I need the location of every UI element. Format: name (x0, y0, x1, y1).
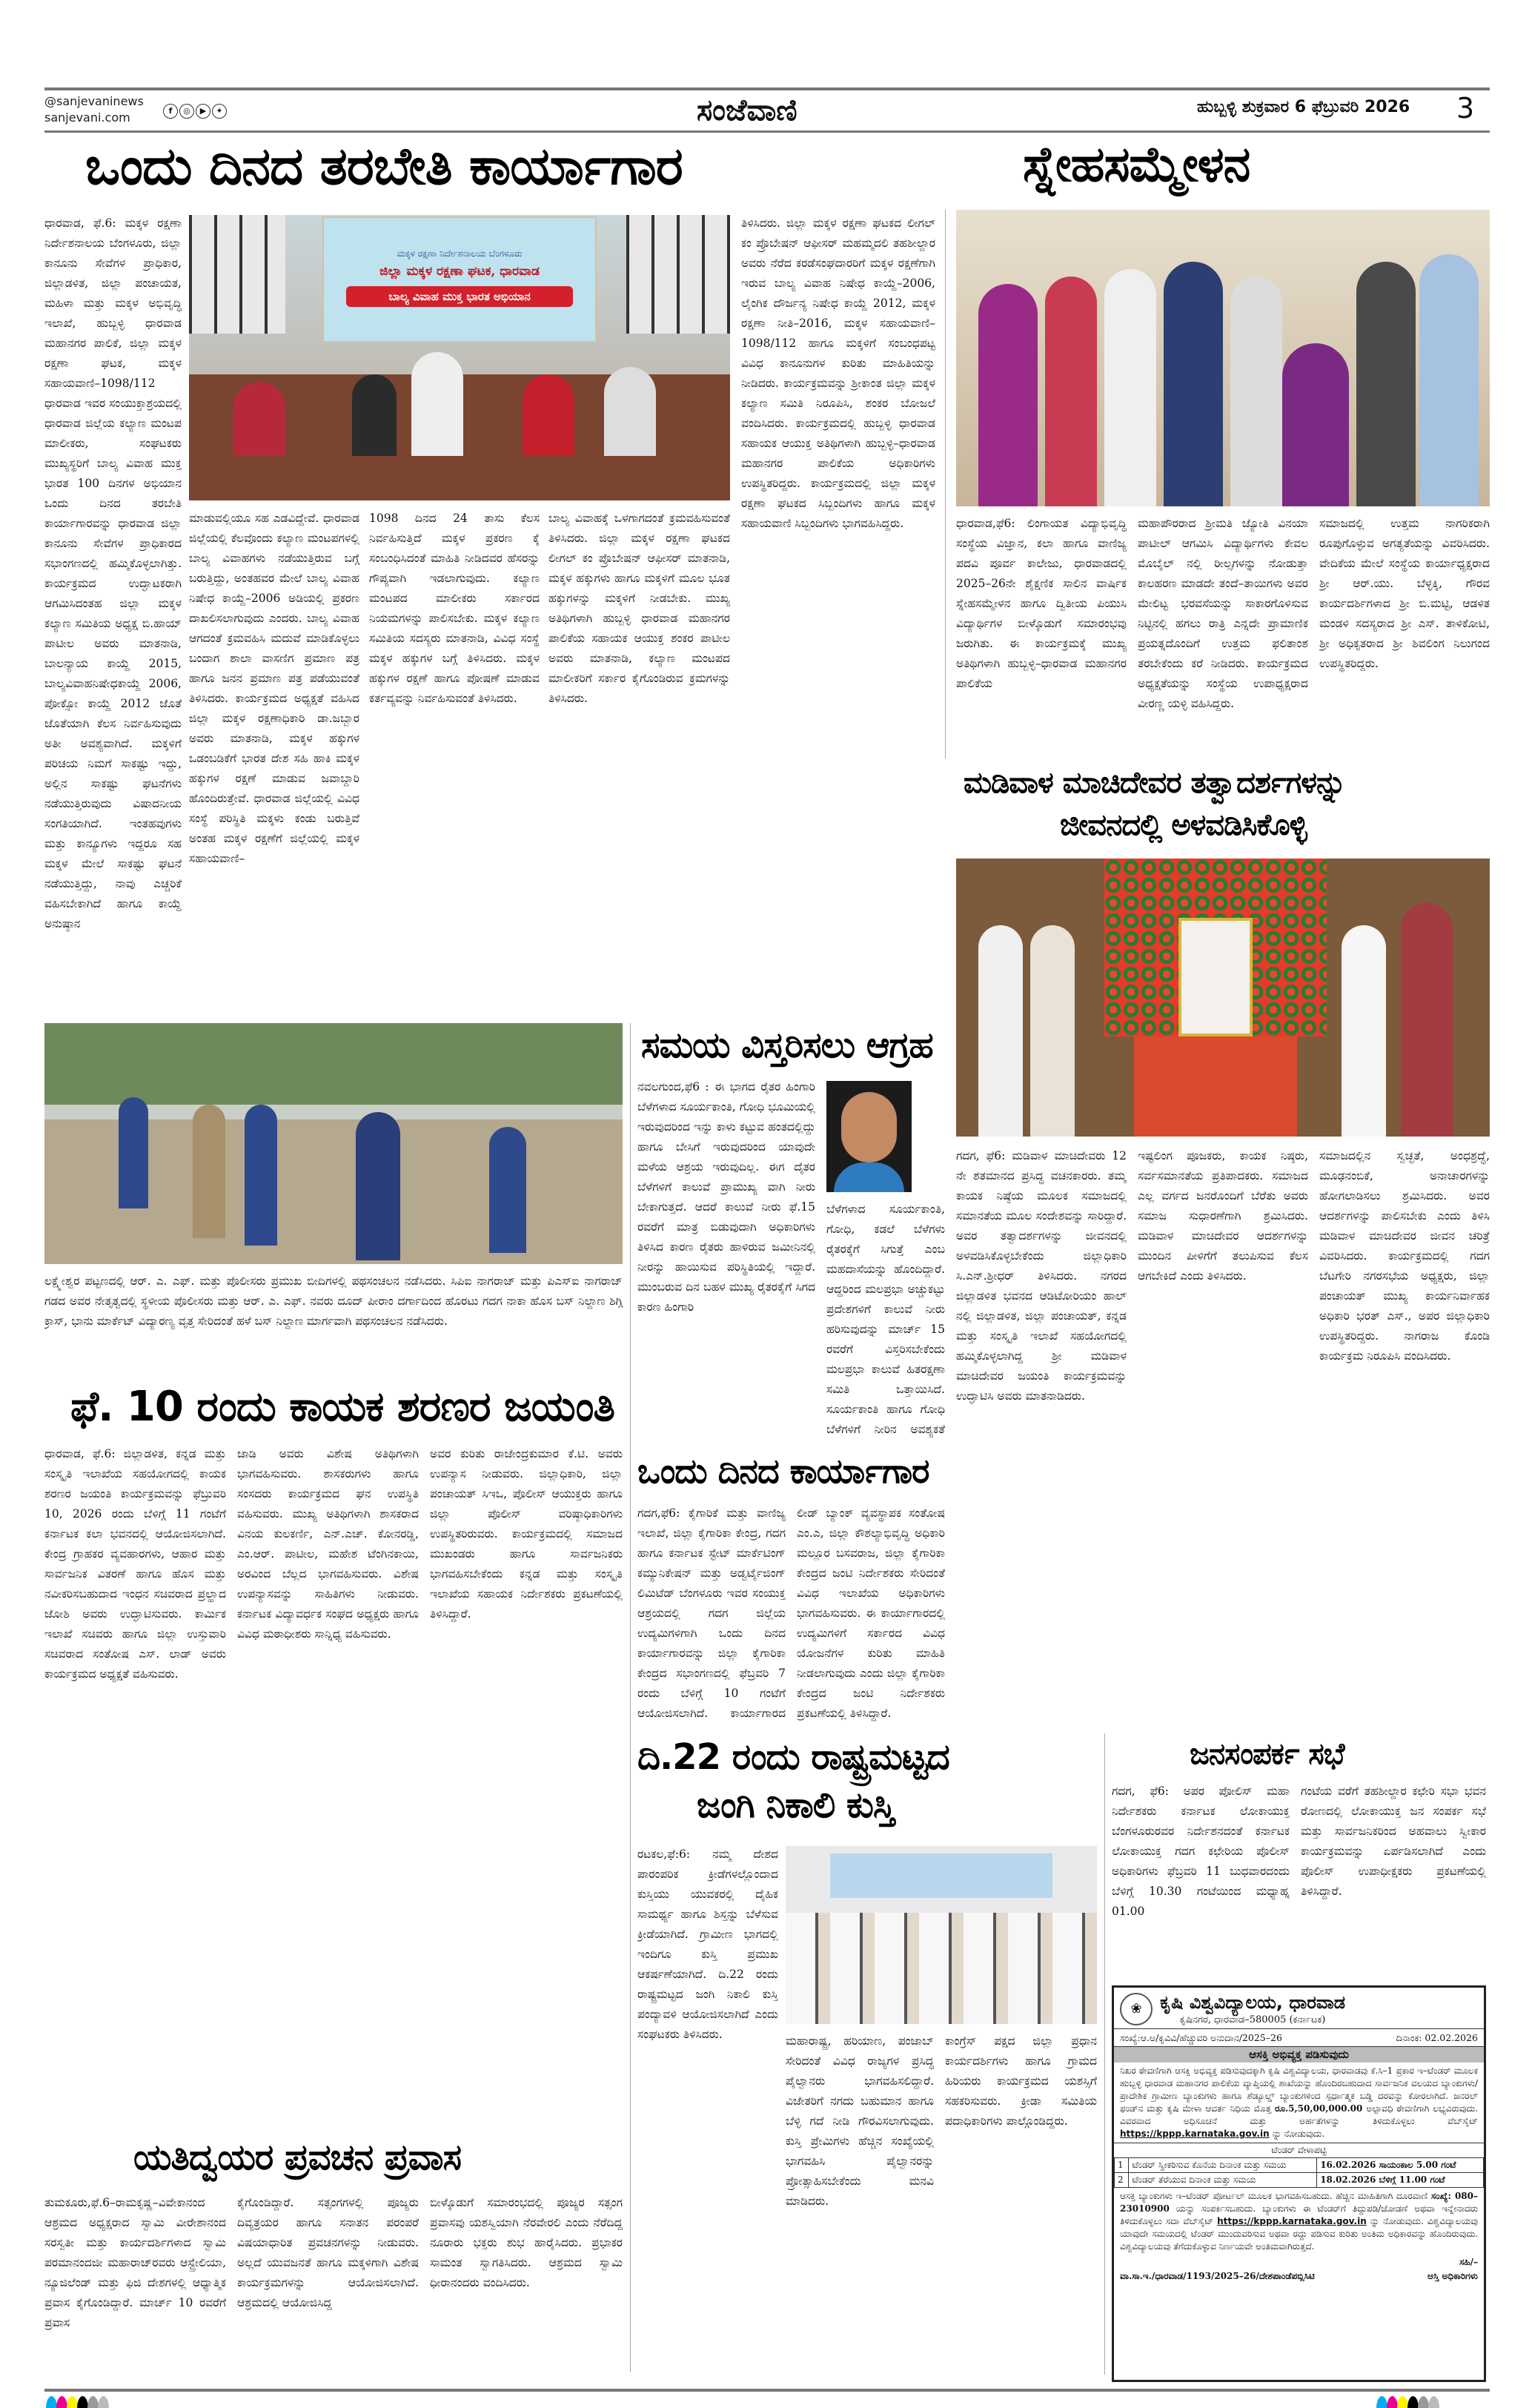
twitter-icon[interactable]: ✦ (212, 104, 227, 119)
ad-sign: ಸಹಿ/– (1459, 2257, 1478, 2267)
headline-jayanthi: ಫೆ. 10 ರಂದು ಕಾಯಕ ಶರಣರ ಜಯಂತಿ (70, 1383, 615, 1431)
ad-sign-row (1114, 2255, 1484, 2269)
newspaper-logo (697, 93, 797, 128)
ad-schedule-title: ಟೆಂಡರ್ ವೇಳಾಪಟ್ಟಿ (1114, 2143, 1484, 2157)
website-link[interactable]: sanjevani.com (44, 110, 130, 125)
schedule-no: 2 (1115, 2173, 1129, 2188)
ad-para2-end: ಯನ್ನು ಸಂಪರ್ಕಿಸಬಹುದು. ಬ್ಯಾಂಕುಗಳು ಈ ಟೆಂಡರ್‌ಗೆ ತಿದ್ದುಪಡಿ/ಜೋಡಣೆ ಅಥವಾ ಇನ್ನೇನಾದರು ತಿಳಿದುಕೊಳ್ಳಲು ಸದಾ ವೆಬ್‌ಸೈಟ್ (1120, 2203, 1478, 2226)
color-registration-marks-left (46, 2396, 108, 2408)
workshop-col-3: 1098 ದಿನದ 24 ತಾಸು ಕೆಲಸ ನಿರ್ವಹಿಸುತ್ತಿದೆ ಮಕ್ಕಳ ಪ್ರಕರಣ ಕ್ಕೆ ಸಂಬಂಧಿಸಿದಂತೆ ಮಾಹಿತಿ ನೀಡಿದವರ ಹೆಸರನ್ನು ಗೌಪ್ಯವಾಗಿ ಇಡಲಾಗುವುದು. ಕಲ್ಯಾಣ ಮಂಟಪದ ಮಾಲೀಕರು ಸರ್ಕಾರದ ನಿಯಮಗಳನ್ನು ಪಾಲಿಸಬೇಕು. ಮಕ್ಕಳ ಕಲ್ಯಾಣ ಸಮಿತಿಯ ಸದಸ್ಯರು ಮಾತನಾಡಿ, ವಿವಿಧ ಸಂಸ್ಥೆ ಮಕ್ಕಳ ಹಕ್ಕುಗಳ ಬಗ್ಗೆ ತಿಳಿಸಿದರು. ಮಕ್ಕಳ ಹಕ್ಕುಗಳ ರಕ್ಷಣೆ ಹಾಗೂ ಪೋಷಣೆ ಮಾಡುವ ಕರ್ತವ್ಯವನ್ನು ನಿರ್ವಹಿಸುವಂತೆ ತಿಳಿಸಿದರು. (369, 512, 540, 705)
karyagara-col-2: ಲೀಡ್ ಬ್ಯಾಂಕ್ ವ್ಯವಸ್ಥಾಪಕ ಸಂತೋಷ ಎಂ.ಎ, ಜಿಲ್ಲಾ ಕೌಶಲ್ಯಾಭಿವೃದ್ಧಿ ಅಧಿಕಾರಿ ಮಲ್ಲೂರ ಬಸವರಾಜ, ಜಿಲ್ಲಾ ಕೈಗಾರಿಕಾ ಕೇಂದ್ರದ ಜಂಟಿ ನಿರ್ದೇಶಕರು ಸೇರಿದಂತೆ ವಿವಿಧ ಇಲಾಖೆಯ ಅಧಿಕಾರಿಗಳು ಭಾಗವಹಿಸುವರು. ಈ ಕಾರ್ಯಾಗಾರದಲ್ಲಿ ಉದ್ಯಮಿಗಳಿಗೆ ಸರ್ಕಾರದ ವಿವಿಧ ಯೋಜನೆಗಳ ಕುರಿತು ಮಾಹಿತಿ ನೀಡಲಾಗುವುದು ಎಂದು ಜಿಲ್ಲಾ ಕೈಗಾರಿಕಾ ಕೇಂದ್ರದ ಜಂಟಿ ನಿರ್ದೇಶಕರು ಪ್ರಕಟಣೆಯಲ್ಲಿ ತಿಳಿಸಿದ್ದಾರೆ. (797, 1506, 945, 1720)
madivala-photo (956, 859, 1490, 1137)
kusti-photo (786, 1846, 1097, 2024)
headline-samaya: ಸಮಯ ವಿಸ್ತರಿಸಲು ಆಗ್ರಹ (641, 1025, 933, 1066)
photo-banner (322, 216, 597, 343)
magenta-dot (56, 2396, 67, 2408)
workshop-photo (189, 215, 730, 500)
kusti-col-2: ಮಹಾರಾಷ್ಟ್ರ, ಹರಿಯಾಣ, ಪಂಜಾಬ್ ಸೇರಿದಂತೆ ವಿವಿಧ ರಾಜ್ಯಗಳ ಪ್ರಸಿದ್ಧ ಪೈಲ್ವಾನರು ಭಾಗವಹಿಸಲಿದ್ದಾರೆ. ವಿಜೇತರಿಗೆ ನಗದು ಬಹುಮಾನ ಹಾಗೂ ಬೆಳ್ಳಿ ಗದೆ ನೀಡಿ ಗೌರವಿಸಲಾಗುವುದು. ಕುಸ್ತಿ ಪ್ರೇಮಿಗಳು ಹೆಚ್ಚಿನ ಸಂಖ್ಯೆಯಲ್ಲಿ ಭಾಗವಹಿಸಿ ಪೈಲ್ವಾನರನ್ನು ಪ್ರೋತ್ಸಾಹಿಸಬೇಕೆಂದು ಮನವಿ ಮಾಡಿದರು. (786, 2034, 934, 2208)
ad-amount: ರೂ.5,50,00,000.00 (1274, 2103, 1363, 2114)
gray-dot (1418, 2396, 1429, 2408)
ad-para3-text: ವಿಶ್ವವಿದ್ಯಾಲಯವು ಯಾವುದೇ ಸಮಯದಲ್ಲಿ ಟೆಂಡರ್ ಮುಂದುವರಿಸುವ ಅಥವಾ ರದ್ದು ಪಡಿಸುವ ಕುರಿತು ಅಂತಿಮ ಅಧಿಕಾರವನ್ನು ಹೊಂದಿರುವುದು. ವಿಶ್ವವಿದ್ಯಾಲಯವು ತೆಗೆದುಕೊಳ್ಳುವ ನಿರ್ಣಯವೇ ಅಂತಿಮವಾಗಿರುತ್ತದೆ. (1120, 2216, 1478, 2252)
workshop-col-4: ಬಾಲ್ಯ ವಿವಾಹಕ್ಕೆ ಒಳಗಾಗದಂತೆ ಕ್ರಮವಹಿಸುವಂತೆ ತಿಳಿಸಿದರು. ಜಿಲ್ಲಾ ಮಕ್ಕಳ ರಕ್ಷಣಾ ಘಟಕದ ಲೀಗಲ್ ಕಂ ಪ್ರೊಬೇಷನ್ ಆಫೀಸರ್ ಮಾತನಾಡಿ, ಮಕ್ಕಳ ಹಕ್ಕುಗಳು ಹಾಗೂ ಮಕ್ಕಳಿಗೆ ಮೂಲ ಭೂತ ಹಕ್ಕುಗಳನ್ನು ಮಕ್ಕಳಿಗೆ ನೀಡಬೇಕು. ಮುಖ್ಯ ಅತಿಥಿಗಳಾಗಿ ಹುಬ್ಬಳ್ಳಿ ಧಾರವಾಡ ಮಹಾನಗರ ಪಾಲಿಕೆಯ ಸಹಾಯಕ ಆಯುಕ್ತ ಶಂಕರ ಪಾಟೀಲ ಅವರು ಮಾತನಾಡಿ, ಕಲ್ಯಾಣ ಮಂಟಪದ ಮಾಲೀಕರಿಗೆ ಸರ್ಕಾರ ಕೈಗೊಂಡಿರುವ ಕ್ರಮಗಳನ್ನು ತಿಳಿಸಿದರು. (548, 512, 730, 705)
ad-para2-text: ಆಸಕ್ತ ಬ್ಯಾಂಕುಗಳು ಇ–ಟೆಂಡರ್ ಪೋರ್ಟಲ್ ಮೂಲಕ ಭಾಗವಹಿಸಬಹುದು. ಹೆಚ್ಚಿನ ಮಾಹಿತಿಗಾಗಿ ದೂರವಾಣಿ (1120, 2191, 1428, 2201)
workshop-col-1: ಧಾರವಾಡ, ಫೆ.6: ಮಕ್ಕಳ ರಕ್ಷಣಾ ನಿರ್ದೇಶನಾಲಯ ಬೆಂಗಳೂರು, ಜಿಲ್ಲಾ ಕಾನೂನು ಸೇವೆಗಳ ಪ್ರಾಧಿಕಾರ, ಜಿಲ್ಲಾಡಳಿತ, ಜಿಲ್ಲಾ ಪಂಚಾಯತ, ಮಹಿಳಾ ಮತ್ತು ಮಕ್ಕಳ ಅಭಿವೃದ್ಧಿ ಇಲಾಖೆ, ಹುಬ್ಬಳ್ಳಿ ಧಾರವಾಡ ಮಹಾನಗರ ಪಾಲಿಕೆ, ಜಿಲ್ಲಾ ಮಕ್ಕಳ ರಕ್ಷಣಾ ಘಟಕ, ಮಕ್ಕಳ ಸಹಾಯವಾಣಿ–1098/112 ಧಾರವಾಡ ಇವರ ಸಂಯುಕ್ತಾಶ್ರಯದಲ್ಲಿ ಧಾರವಾಡ ಜಿಲ್ಲೆಯ ಕಲ್ಯಾಣ ಮಂಟಪ ಮಾಲೀಕರು, ಸಂಘಟಕರು ಮುಖ್ಯಸ್ಥರಿಗೆ ಬಾಲ್ಯ ವಿವಾಹ ಮುಕ್ತ ಭಾರತ 100 ದಿನಗಳ ಅಭಿಯಾನ ಒಂದು ದಿನದ ತರಬೇತಿ ಕಾರ್ಯಾಗಾರವನ್ನು ಧಾರವಾಡ ಜಿಲ್ಲಾ ಕಾನೂನು ಸೇವೆಗಳ ಪ್ರಾಧಿಕಾರದ ಸಭಾಂಗಣದಲ್ಲಿ ಹಮ್ಮಿಕೊಳ್ಳಲಾಗಿತ್ತು. ಕಾರ್ಯಕ್ರಮದ ಉದ್ಘಾಟಕರಾಗಿ ಆಗಮಿಸಿದಂತಹ ಜಿಲ್ಲಾ ಮಕ್ಕಳ ಕಲ್ಯಾಣ ಸಮಿತಿಯ ಅಧ್ಯಕ್ಷ ಬಿ.ಹಾಯ್ ಪಾಟೀಲ ಅವರು ಮಾತನಾಡಿ, ಬಾಲನ್ಯಾಯ ಕಾಯ್ದೆ 2015, ಬಾಲ್ಯವಿವಾಹನಿಷೇಧಕಾಯ್ದೆ 2006, ಪೋಕ್ಸೋ ಕಾಯ್ದೆ 2012 ಜೊತೆ ಜೊತೆಯಾಗಿ ಕೆಲಸ ನಿರ್ವಹಿಸುವುದು ಅತೀ ಅವಶ್ಯವಾಗಿದೆ. ಮಕ್ಕಳಿಗೆ ಪರಿಚಯ ನಿಮಗೆ ಸಾಕಷ್ಟು ಇದ್ದು, ಅಲ್ಲಿನ ಸಾಕಷ್ಟು ಘಟನೆಗಳು ನಡೆಯುತ್ತಿರುವುದು ವಿಷಾದನೀಯ ಸಂಗತಿಯಾಗಿದೆ. ಇಂತಹವುಗಳು ಮತ್ತು ಕಾನ್ಯೂಗಳು ಇದ್ದರೂ ಸಹ ಮಕ್ಕಳ ಮೇಲೆ ಸಾಕಷ್ಟು ಘಟನೆ ನಡೆಯುತ್ತಿದ್ದು, ನಾವು ಎಚ್ಚರಿಕೆ ವಹಿಸಬೇಕಾಗಿದೆ ಹಾಗೂ ಕಾಯ್ದೆ ಅನುಷ್ಠಾನ (44, 216, 182, 930)
ad-para1-end: ಅಲ್ಪಾವಧಿ ಠೇವಣಿಗಾಗಿ ಲಭ್ಯವಿರುವುದು. ವಿವರವಾದ ಅಧಿಸೂಚನೆ ಮತ್ತು ಅರ್ಹತೆಗಳನ್ನು ತಿಳಿದುಕೊಳ್ಳಲು ವೆಬ್‌ಸೈಟ್ (1120, 2103, 1478, 2126)
ad-title: ಆಸಕ್ತಿ ಅಭಿವ್ಯಕ್ತ ಪಡಿಸುವುದು (1114, 2047, 1484, 2063)
column-divider (630, 1023, 631, 2372)
headline-madivala-1: ಮಡಿವಾಳ ಮಾಚಿದೇವರ ತತ್ವಾದರ್ಶಗಳನ್ನು (964, 766, 1346, 800)
workshop-col-5: ತಿಳಿಸಿದರು. ಜಿಲ್ಲಾ ಮಕ್ಕಳ ರಕ್ಷಣಾ ಘಟಕದ ಲೀಗಲ್ ಕಂ ಪ್ರೊಬೇಷನ್ ಆಫೀಸರ್ ಮಹಮ್ಮದಲಿ ತಹಶೀಲ್ದಾರ ಅವರು ನೆರೆದ ಕರಡೆಸಂಘದಾರರಿಗೆ ಮಕ್ಕಳ ರಕ್ಷಣೆಗಾಗಿ ಇರುವ ಬಾಲ್ಯ ವಿವಾಹ ನಿಷೇಧ ಕಾಯ್ದೆ–2006, ಲೈಂಗಿಕ ದೌರ್ಜನ್ಯ ನಿಷೇಧ ಕಾಯ್ದೆ 2012, ಮಕ್ಕಳ ರಕ್ಷಣಾ ನೀತಿ–2016, ಮಕ್ಕಳ ಸಹಾಯವಾಣಿ–1098/112 ಹಾಗೂ ಮಕ್ಕಳಿಗೆ ಸಂಬಂಧಪಟ್ಟ ವಿವಿಧ ಕಾನೂನುಗಳ ಕುರಿತು ಮಾಹಿತಿಯನ್ನು ನೀಡಿದರು. ಕಾರ್ಯಕ್ರಮವನ್ನು ಶ್ರೀಕಾಂತ ಜಿಲ್ಲಾ ಮಕ್ಕಳ ಕಲ್ಯಾಣ ಸಮಿತಿ ನಿರೂಪಿಸಿ, ಶಂಕರ ಬೋಜಲೆ ವಂದಿಸಿದರು. ಕಾರ್ಯಕ್ರಮದಲ್ಲಿ ಹುಬ್ಬಳ್ಳಿ ಧಾರವಾಡ ಸಹಾಯಕ ಆಯುಕ್ತ ಅತಿಥಿಗಳಾಗಿ ಹುಬ್ಬಳ್ಳಿ–ಧಾರವಾಡ ಮಹಾನಗರ ಪಾಲಿಕೆಯ ಅಧಿಕಾರಿಗಳು ಉಪಸ್ಥಿತರಿದ್ದರು. ಕಾರ್ಯಕ್ರಮದಲ್ಲಿ ಜಿಲ್ಲಾ ಮಕ್ಕಳ ರಕ್ಷಣಾ ಘಟಕದ ಸಿಬ್ಬಂದಿಗಳು ಹಾಗೂ ಮಕ್ಕಳ ಸಹಾಯವಾಣಿ ಸಿಬ್ಬಂದಿಗಳು ಭಾಗವಹಿಸಿದ್ದರು. (741, 216, 935, 530)
sneha-col-3: ಸಮಾಜದಲ್ಲಿ ಉತ್ತಮ ನಾಗರಿಕರಾಗಿ ರೂಪುಗೊಳ್ಳುವ ಅಗತ್ಯತೆಯನ್ನು ವಿವರಿಸಿದರು. ವೇದಿಕೆಯ ಮೇಲೆ ಸಂಸ್ಥೆಯ ಕಾರ್ಯಾಧ್ಯಕ್ಷರಾದ ಶ್ರೀ ಆರ್.ಯು. ಬೆಳ್ಳಕ್ಕಿ, ಗೌರವ ಕಾರ್ಯದರ್ಶಿಗಳಾದ ಶ್ರೀ ಬಿ.ಮಟ್ಟಿ, ಆಡಳಿತ ಮಂಡಳಿ ಸದಸ್ಯರಾದ ಶ್ರೀ ಎಸ್. ತಾಳಿಕೋಟಿ, ಶ್ರೀ ಅಧಿಕೃತರಾದ ಶ್ರೀ ಶಿವಲಿಂಗ ನಿಲುಗಂದ ಉಪಸ್ಥಿತರಿದ್ದರು. (1319, 517, 1490, 670)
magenta-dot (1387, 2396, 1398, 2408)
ad-header (1114, 1988, 1484, 2029)
youtube-icon[interactable]: ▶ (196, 104, 210, 119)
parade-caption: ಲಕ್ಷ್ಮೇಶ್ವರ ಪಟ್ಟಣದಲ್ಲಿ ಆರ್. ಎ. ಎಫ್. ಮತ್ತು ಪೊಲೀಸರು ಪ್ರಮುಖ ಬೀದಿಗಳಲ್ಲಿ ಪಥಸಂಚಲನ ನಡೆಸಿದರು. ಸಿಪಿಐ ನಾಗರಾಜ್ ಮತ್ತು ಪಿಎಸ್‌ಐ ನಾಗರಾಜ್ ಗಡದ ಅವರ ನೇತೃತ್ವದಲ್ಲಿ ಸ್ಥಳೀಯ ಪೊಲೀಸರು ಮತ್ತು ಆರ್. ಎ. ಎಫ್. ನವರು ದೂದ್ ಪೀರಾಂ ದರ್ಗಾದಿಂದ ಹೊರಟು ಗದಗ ನಾಕಾ ಹೊಸ ಬಸ್ ನಿಲ್ದಾಣ ಶಿಗ್ಗಿ ಕ್ರಾಸ್, ಭಾನು ಮಾರ್ಕೆಟ್ ವಿದ್ಯಾರಣ್ಯ ವೃತ್ತ ಸೇರಿದಂತೆ ಹಳೆ ಬಸ್ ನಿಲ್ದಾಣ ಮಾರ್ಗವಾಗಿ ಪಥಸಂಚಲನ ನಡೆಸಿದರು. (44, 1274, 623, 1328)
samaya-col-2: ಬೆಳೆಗಳಾದ ಸೂರ್ಯಕಾಂತಿ, ಗೋಧಿ, ಕಡಲೆ ಬೆಳೆಗಳು ರೈತರಕ್ಕೆಗೆ ಸಿಗುತ್ತೆ ಎಂಬ ಮಹದಾಸೆಯನ್ನು ಹೊಂದಿದ್ದಾರೆ. ಆದ್ದರಿಂದ ಮಲಪ್ರಭಾ ಅಚ್ಚುಕಟ್ಟು ಪ್ರದೇಶಗಳಿಗೆ ಕಾಲುವೆ ನೀರು ಹರಿಸುವುದನ್ನು ಮಾರ್ಚ್ 15 ರವರೆಗೆ ವಿಸ್ತರಿಸಬೇಕೆಂದು ಮಲಪ್ರಭಾ ಕಾಲುವೆ ಹಿತರಕ್ಷಣಾ ಸಮಿತಿ ಒತ್ತಾಯಿಸಿದೆ. ಸೂರ್ಯಕಾಂತಿ ಹಾಗೂ ಗೋಧಿ ಬೆಳೆಗಳಿಗೆ ನೀರಿನ ಅವಶ್ಯಕತೆ (826, 1203, 945, 1436)
cyan-dot (46, 2396, 57, 2408)
bottom-rule (44, 2389, 1490, 2392)
ad-university-name: ಕೃಷಿ ವಿಶ್ವವಿದ್ಯಾಲಯ, ಧಾರವಾಡ (1160, 1992, 1346, 2013)
kusti-col-1: ರಟಕಲ,ಫೆ:6: ನಮ್ಮ ದೇಶದ ಪಾರಂಪರಿಕ ಕ್ರೀಡೆಗಳಲ್ಲೊಂದಾದ ಕುಸ್ತಿಯು ಯುವಕರಲ್ಲಿ ದೈಹಿಕ ಸಾಮರ್ಥ್ಯ ಹಾಗೂ ಶಿಸ್ತನ್ನು ಬೆಳೆಸುವ ಕ್ರೀಡೆಯಾಗಿದೆ. ಗ್ರಾಮೀಣ ಭಾಗದಲ್ಲಿ ಇಂದಿಗೂ ಕುಸ್ತಿ ಪ್ರಮುಖ ಆಕರ್ಷಣೆಯಾಗಿದೆ. ದಿ.22 ರಂದು ರಾಷ್ಟ್ರಮಟ್ಟದ ಜಂಗಿ ನಿಕಾಲಿ ಕುಸ್ತಿ ಪಂದ್ಯಾವಳಿ ಆಯೋಜಿಸಲಾಗಿದೆ ಎಂದು ಸಂಘಟಕರು ತಿಳಿಸಿದರು. (637, 1848, 778, 2041)
tender-advertisement (1112, 1985, 1486, 2382)
ad-ref-line (1114, 2029, 1484, 2047)
schedule-value: 16.02.2026 ಸಾಯಂಕಾಲ 5.00 ಗಂಟೆ (1317, 2158, 1484, 2173)
ad-schedule-table (1114, 2157, 1484, 2188)
yati-col-2: ಕೈಗೊಂಡಿದ್ದಾರೆ. ಸತ್ಸಂಗಗಳಲ್ಲಿ ಪೂಜ್ಯರು ದಿವ್ಯತ್ರಯರ ಹಾಗೂ ಸನಾತನ ಪರಂಪರೆ ವಿಷಯಾಧಾರಿತ ಪ್ರವಚನಗಳನ್ನು ನೀಡುವರು. ಅಲ್ಲದೆ ಯುವಜನತೆ ಹಾಗೂ ಮಕ್ಕಳಿಗಾಗಿ ವಿಶೇಷ ಕಾರ್ಯಕ್ರಮಗಳನ್ನು ಆಯೋಜಿಸಲಾಗಿದೆ. ಆಶ್ರಮದಲ್ಲಿ ಆಯೋಜಿಸಿದ್ದ (237, 2196, 419, 2309)
ad-date: ದಿನಾಂಕ: 02.02.2026 (1396, 2032, 1478, 2043)
black-dot (1407, 2396, 1419, 2408)
headline-kusti-2: ಜಂಗಿ ನಿಕಾಲಿ ಕುಸ್ತಿ (697, 1784, 895, 1826)
social-handle[interactable]: @sanjevaninews (44, 94, 144, 108)
jayanthi-col-1: ಧಾರವಾಡ, ಫೆ.6: ಜಿಲ್ಲಾಡಳಿತ, ಕನ್ನಡ ಮತ್ತು ಸಂಸ್ಕೃತಿ ಇಲಾಖೆಯ ಸಹಯೋಗದಲ್ಲಿ ಕಾಯಕ ಶರಣರ ಜಯಂತಿ ಕಾರ್ಯಕ್ರಮವನ್ನು ಫೆಬ್ರುವರಿ 10, 2026 ರಂದು ಬೆಳಿಗ್ಗೆ 11 ಗಂಟೆಗೆ ಕರ್ನಾಟಕ ಕಲಾ ಭವನದಲ್ಲಿ ಆಯೋಜಿಸಲಾಗಿದೆ. ಕೇಂದ್ರ ಗ್ರಾಹಕರ ವ್ಯವಹಾರಗಳು, ಆಹಾರ ಮತ್ತು ಸಾರ್ವಜನಿಕ ವಿತರಣೆ ಹಾಗೂ ಹೊಸ ಮತ್ತು ನವೀಕರಿಸಬಹುದಾದ ಇಂಧನ ಸಚಿವರಾದ ಪ್ರಲ್ಹಾದ ಜೋಶಿ ಅವರು ಉದ್ಘಾಟಿಸುವರು. ಕಾರ್ಮಿಕ ಇಲಾಖೆ ಸಚಿವರು ಹಾಗೂ ಜಿಲ್ಲಾ ಉಸ್ತುವಾರಿ ಸಚಿವರಾದ ಸಂತೋಷ ಎಸ್. ಲಾಡ್ ಅವರು ಕಾರ್ಯಕ್ರಮದ ಅಧ್ಯಕ್ಷತೆ ವಹಿಸುವರು. (44, 1447, 226, 1681)
madivala-col-2: ಇಷ್ಟಲಿಂಗ ಪೂಜಕರು, ಕಾಯಕ ನಿಷ್ಠರು, ಸರ್ವಸಮಾನತೆಯ ಪ್ರತಿಪಾದಕರು. ಸಮಾಜದ ಎಲ್ಲ ವರ್ಗದ ಜನರೊಂದಿಗೆ ಬೆರೆತು ಅವರು ಸಮಾಜ ಸುಧಾರಣೆಗಾಗಿ ಶ್ರಮಿಸಿದರು. ಮಡಿವಾಳ ಮಾಚಿದೇವರ ಆದರ್ಶಗಳನ್ನು ಮುಂದಿನ ಪೀಳಿಗೆಗೆ ತಲುಪಿಸುವ ಕೆಲಸ ಆಗಬೇಕಿದೆ ಎಂದು ತಿಳಿಸಿದರು. (1138, 1149, 1308, 1283)
sneha-col-1: ಧಾರವಾಡ,ಫೆ6: ಲಿಂಗಾಯತ ವಿದ್ಯಾಭಿವೃದ್ಧಿ ಸಂಸ್ಥೆಯ ವಿಜ್ಞಾನ, ಕಲಾ ಹಾಗೂ ವಾಣಿಜ್ಯ ಪದವಿ ಪೂರ್ವ ಕಾಲೇಜು, ಧಾರವಾಡದಲ್ಲಿ 2025–26ನೇ ಶೈಕ್ಷಣಿಕ ಸಾಲಿನ ವಾರ್ಷಿಕ ಸ್ನೇಹಸಮ್ಮೇಳನ ಹಾಗೂ ದ್ವಿತೀಯ ಪಿಯುಸಿ ವಿದ್ಯಾರ್ಥಿಗಳ ಬೀಳ್ಕೊಡುಗೆ ಸಮಾರಂಭವು ಜರುಗಿತು. ಈ ಕಾರ್ಯಕ್ರಮಕ್ಕೆ ಮುಖ್ಯ ಅತಿಥಿಗಳಾಗಿ ಹುಬ್ಬಳ್ಳಿ–ಧಾರವಾಡ ಮಹಾನಗರ ಪಾಲಿಕೆಯ (956, 517, 1127, 690)
page-number: 3 (1456, 92, 1475, 125)
ad-website-suffix-2: ನ್ನು ನೋಡುವುದು. (1370, 2216, 1424, 2226)
headline-sneha: ಸ್ನೇಹಸಮ್ಮೇಳನ (1023, 136, 1250, 193)
top-rule (44, 87, 1490, 90)
ad-paragraph-1 (1114, 2063, 1484, 2143)
ad-signatory: ಆಸ್ತಿ ಅಧಿಕಾರಿಗಳು (1427, 2271, 1478, 2281)
schedule-item: ಟೆಂಡರ್ ಸ್ವೀಕರಿಸುವ ಕೊನೆಯ ದಿನಾಂಕ ಮತ್ತು ಸಮಯ (1129, 2158, 1317, 2173)
ad-address: ಕೃಷಿನಗರ, ಧಾರವಾಡ–580005 (ಕರ್ನಾಟಕ) (1179, 2014, 1326, 2025)
gray-dot (87, 2396, 99, 2408)
ad-website-suffix: ನ್ನು ನೋಡುವುದು. (1272, 2128, 1325, 2139)
masthead-contact (44, 93, 144, 126)
social-icons (163, 104, 227, 119)
ad-footer-ref: ವಾ.ಸಾ.ಇ./ಧಾರವಾಡ/1193/2025–26/ದೇಶಪಾಂಡೆಪಬ್ಲಿಸಿಟಿ (1120, 2271, 1315, 2281)
yati-col-3: ಬೀಳ್ಕೊಡುಗೆ ಸಮಾರಂಭದಲ್ಲಿ ಪೂಜ್ಯರ ಸತ್ಸಂಗ ಪ್ರವಾಸವು ಯಶಸ್ವಿಯಾಗಿ ನೆರವೇರಲಿ ಎಂದು ನೆರೆದಿದ್ದ ನೂರಾರು ಭಕ್ತರು ಶುಭ ಹಾರೈಸಿದರು. ಪ್ರಭಾಕರ ಸಾಮಂತ ಸ್ವಾಗತಿಸಿದರು. ಆಶ್ರಮದ ಸ್ವಾಮಿ ಧೀರಾನಂದರು ವಂದಿಸಿದರು. (430, 2196, 623, 2289)
lightgray-dot (1428, 2396, 1439, 2408)
madivala-col-3: ಸಮಾಜದಲ್ಲಿನ ಸ್ವಚ್ಛತೆ, ಅಂಧಶ್ರದ್ಧೆ, ಮೂಢನಂಬಿಕೆ, ಅನಾಚಾರಗಳನ್ನು ಹೋಗಲಾಡಿಸಲು ಶ್ರಮಿಸಿದರು. ಅವರ ಆದರ್ಶಗಳನ್ನು ಪಾಲಿಸಬೇಕು ಎಂದು ತಿಳಿಸಿ ಮಡಿವಾಳ ಮಾಚಿದೇವರ ಜೀವನ ಚರಿತ್ರೆ ವಿವರಿಸಿದರು. ಕಾರ್ಯಕ್ರಮದಲ್ಲಿ ಗದಗ ಬೆಟಗೇರಿ ನಗರಸಭೆಯ ಅಧ್ಯಕ್ಷರು, ಜಿಲ್ಲಾ ಪಂಚಾಯತ್ ಮುಖ್ಯ ಕಾರ್ಯನಿರ್ವಾಹಕ ಅಧಿಕಾರಿ ಭರತ್ ಎಸ್., ಅಪರ ಜಿಲ್ಲಾಧಿಕಾರಿ ಉಪಸ್ಥಿತರಿದ್ದರು. ನಾಗರಾಜ ಕೊಂಡಿ ಕಾರ್ಯಕ್ರಮ ನಿರೂಪಿಸಿ ವಂದಿಸಿದರು. (1319, 1149, 1490, 1363)
yellow-dot (67, 2396, 78, 2408)
samaya-col-1: ನವಲಗುಂದ,ಫೆ6 : ಈ ಭಾಗದ ರೈತರ ಹಿಂಗಾರಿ ಬೆಳೆಗಳಾದ ಸೂರ್ಯಕಾಂತಿ, ಗೋಧಿ ಭೂಮಿಯಲ್ಲಿ ಇರುವುದರಿಂದ ಇನ್ನು ಕಾಳು ಕಟ್ಟುವ ಹಂತದಲ್ಲಿದ್ದು ಹಾಗೂ ಬೇಸಿಗೆ ಇರುವುದರಿಂದ ಯಾವುದೇ ಮಳೆಯ ಆಶ್ರಯ ಇರುವುದಿಲ್ಲ. ಈಗ ದೈತರ ಬೆಳೆಗಳಿಗೆ ಕಾಲುವೆ ಪ್ರಾಮುಖ್ಯ ವಾಗಿ ನೀರು ಬೇಕಾಗುತ್ತದೆ. ಆದರೆ ಕಾಲುವೆ ನೀರು ಫೆ.15 ರವರೆಗೆ ಮಾತ್ರ ಬಿಡುವುದಾಗಿ ಅಧಿಕಾರಿಗಳು ತಿಳಿಸಿದ ಕಾರಣ ರೈತರು ಹಾಳಿರುವ ಜಮೀನಿನಲ್ಲಿ ನೀರನ್ನು ಹಾಯಿಸುವ ಪರಿಸ್ಥಿತಿಯಲ್ಲಿ ಇದ್ದಾರೆ. ಮುಂಬರುವ ದಿನ ಬಹಳ ಮುಖ್ಯ ರೈತರಕೈಗೆ ಸಿಗದ ಕಾರಣ ಹಿಂಗಾರಿ (637, 1080, 815, 1314)
ad-paragraph-2 (1114, 2188, 1484, 2255)
karyagara-col-1: ಗದಗ,ಫೆ6: ಕೈಗಾರಿಕೆ ಮತ್ತು ವಾಣಿಜ್ಯ ಇಲಾಖೆ, ಜಿಲ್ಲಾ ಕೈಗಾರಿಕಾ ಕೇಂದ್ರ, ಗದಗ ಹಾಗೂ ಕರ್ನಾಟಕ ಸ್ಟೇಟ್ ಮಾರ್ಕೆಟಿಂಗ್ ಕಮ್ಯುನಿಕೇಷನ್ ಮತ್ತು ಅಡ್ವರ್ಟೈಜಿಂಗ್ ಲಿಮಿಟೆಡ್ ಬೆಂಗಳೂರು ಇವರ ಸಂಯುಕ್ತ ಆಶ್ರಯದಲ್ಲಿ ಗದಗ ಜಿಲ್ಲೆಯ ಉದ್ಯಮಿಗಳಿಗಾಗಿ ಒಂದು ದಿನದ ಕಾರ್ಯಾಗಾರವನ್ನು ಜಿಲ್ಲಾ ಕೈಗಾರಿಕಾ ಕೇಂದ್ರದ ಸಭಾಂಗಣದಲ್ಲಿ ಫೆಬ್ರವರಿ 7 ರಂದು ಬೆಳಿಗ್ಗೆ 10 ಗಂಟೆಗೆ ಆಯೋಜಿಸಲಾಗಿದೆ. ಕಾರ್ಯಾಗಾರದ (637, 1506, 786, 1720)
kusti-col-3: ಕಾಂಗ್ರೆಸ್ ಪಕ್ಷದ ಜಿಲ್ಲಾ ಪ್ರಧಾನ ಕಾರ್ಯದರ್ಶಿಗಳು ಹಾಗೂ ಗ್ರಾಮದ ಹಿರಿಯರು ಕಾರ್ಯಕ್ರಮದ ಯಶಸ್ಸಿಗೆ ಸಹಕರಿಸುವರು. ಕ್ರೀಡಾ ಸಮಿತಿಯ ಪದಾಧಿಕಾರಿಗಳು ಪಾಲ್ಗೊಂಡಿದ್ದರು. (945, 2034, 1097, 2128)
headline-madivala-2: ಜೀವನದಲ್ಲಿ ಅಳವಡಿಸಿಕೊಳ್ಳಿ (1060, 808, 1307, 842)
masthead-rule (44, 130, 1490, 133)
headline-janasamparka: ಜನಸಂಪರ್ಕ ಸಭೆ (1190, 1737, 1344, 1771)
logo-text: ಸಂಜೆವಾಣಿ (697, 93, 797, 128)
ad-ref-number: ಸಂಖ್ಯೆ:ಆ.ಅ/ಕೃವಿವಿ/ಹೆಚ್ಚುವರಿ ಅನುದಾನ/2025–26 (1120, 2032, 1282, 2043)
newspaper-page (44, 87, 1490, 2386)
black-dot (77, 2396, 88, 2408)
headline-kusti-1: ದಿ.22 ರಂದು ರಾಷ್ಟ್ರಮಟ್ಟದ (637, 1736, 949, 1778)
column-divider (1104, 1733, 1105, 2375)
banner-line-1: ಮಕ್ಕಳ ರಕ್ಷಣಾ ನಿರ್ದೇಶನಾಲಯ ಬೆಂಗಳೂರು (397, 248, 523, 259)
cyan-dot (1376, 2396, 1387, 2408)
madivala-col-1: ಗದಗ, ಫೆ6: ಮಡಿವಾಳ ಮಾಚಿದೇವರು 12 ನೇ ಶತಮಾನದ ಪ್ರಸಿದ್ಧ ವಚನಕಾರರು. ತಮ್ಮ ಕಾಯಕ ನಿಷ್ಠೆಯ ಮೂಲಕ ಸಮಾಜದಲ್ಲಿ ಸಮಾನತೆಯ ಮೂಲ ಸಂದೇಶವನ್ನು ಸಾರಿದ್ದಾರೆ. ಅವರ ತತ್ವಾದರ್ಶಗಳನ್ನು ಜೀವನದಲ್ಲಿ ಅಳವಡಿಸಿಕೊಳ್ಳಬೇಕೆಂದು ಜಿಲ್ಲಾಧಿಕಾರಿ ಸಿ.ಎನ್.ಶ್ರೀಧರ್ ತಿಳಿಸಿದರು. ನಗರದ ಜಿಲ್ಲಾಡಳಿತ ಭವನದ ಆಡಿಟೋರಿಯಂ ಹಾಲ್ ನಲ್ಲಿ ಜಿಲ್ಲಾಡಳಿತ, ಜಿಲ್ಲಾ ಪಂಚಾಯತ್, ಕನ್ನಡ ಮತ್ತು ಸಂಸ್ಕೃತಿ ಇಲಾಖೆ ಸಹಯೋಗದಲ್ಲಿ ಹಮ್ಮಿಕೊಳ್ಳಲಾಗಿದ್ದ ಶ್ರೀ ಮಡಿವಾಳ ಮಾಚಿದೇವರ ಜಯಂತಿ ಕಾರ್ಯಕ್ರಮವನ್ನು ಉದ್ಘಾಟಿಸಿ ಅವರು ಮಾತನಾಡಿದರು. (956, 1149, 1127, 1403)
banner-line-2: ಜಿಲ್ಲಾ ಮಕ್ಕಳ ರಕ್ಷಣಾ ಘಟಕ, ಧಾರವಾಡ (379, 264, 540, 279)
headline-workshop: ಒಂದು ದಿನದ ತರಬೇತಿ ಕಾರ್ಯಾಗಾರ (85, 136, 683, 196)
parade-photo (44, 1023, 623, 1264)
edition-date: ಹುಬ್ಬಳ್ಳಿ ಶುಕ್ರವಾರ 6 ಫೆಬ್ರುವರಿ 2026 (1197, 98, 1410, 116)
ad-para1-text: ನಿಖರ ಠೇವಣಿಗಾಗಿ ಆಸಕ್ತಿ ಅಭಿವ್ಯಕ್ತ ಪಡಿಸುವುದಕ್ಕಾಗಿ ಕೃಷಿ ವಿಶ್ವವಿದ್ಯಾಲಯ, ಧಾರವಾಡವು ಕೆ.ಸಿ–1 ಪ್ರಕಾರ ಇ–ಟೆಂಡರ್ ಮೂಲಕ ಹುಬ್ಬಳ್ಳಿ ಧಾರವಾಡ ಮಹಾನಗರ ಪಾಲಿಕೆಯ ವ್ಯಾಪ್ತಿಯಲ್ಲಿ ಶಾಖೆಯನ್ನು ಹೊಂದಿರಬಹುದಾದ ಸಾರ್ವಜನಿಕ ವಲಯದ ಬ್ಯಾಂಕುಗಳು/ಪ್ರಾದೇಶಿಕ ಗ್ರಾಮೀಣ ಬ್ಯಾಂಕುಗಳು ಹಾಗೂ ಶೆಡ್ಯೂಲ್ಡ್ ಬ್ಯಾಂಕುಗಳಿಂದ ಸ್ಪರ್ಧಾತ್ಮಕ ಬಡ್ಡಿ ದರವನ್ನು ಕೋರಲಾಗಿದೆ. ಜನರಲ್ ಫಂಡ್‌ನ ಮತ್ತು ಕೃಷಿ ಮೇಳಾ ಆವರ್ತ ನಿಧಿಯ ಮೊತ್ತ (1120, 2065, 1478, 2114)
samaya-portrait (826, 1081, 912, 1192)
janasamparka-col-2: ಗಂಟೆಯ ವರೆಗೆ ತಹಶೀಲ್ದಾರ ಕಛೇರಿ ಸಭಾ ಭವನ ರೋಣದಲ್ಲಿ ಲೋಕಾಯುಕ್ತ ಜನ ಸಂಪರ್ಕ ಸಭೆ ಮತ್ತು ಸಾರ್ವಜನಿಕರಿಂದ ಅಹವಾಲು ಸ್ವೀಕಾರ ಕಾರ್ಯಕ್ರಮವನ್ನು ಏರ್ಪಡಿಸಲಾಗಿದೆ ಎಂದು ಪೊಲೀಸ್ ಉಪಾಧೀಕ್ಷಕರು ಪ್ರಕಟಣೆಯಲ್ಲಿ ತಿಳಿಸಿದ್ದಾರೆ. (1301, 1784, 1486, 1898)
color-registration-marks-right (1376, 2396, 1439, 2408)
facebook-icon[interactable]: f (163, 104, 178, 119)
jayanthi-col-3: ಅವರ ಕುರಿತು ರಾಜೇಂದ್ರಕುಮಾರ ಕೆ.ಟಿ. ಅವರು ಉಪನ್ಯಾಸ ನೀಡುವರು. ಜಿಲ್ಲಾಧಿಕಾರಿ, ಜಿಲ್ಲಾ ಪಂಚಾಯತ್ ಸಿಇಒ, ಪೊಲೀಸ್ ಆಯುಕ್ತರು ಹಾಗೂ ಜಿಲ್ಲಾ ಪೊಲೀಸ್ ವರಿಷ್ಠಾಧಿಕಾರಿಗಳು ಉಪಸ್ಥಿತರಿರುವರು. ಕಾರ್ಯಕ್ರಮದಲ್ಲಿ ಸಮಾಜದ ಮುಖಂಡರು ಹಾಗೂ ಸಾರ್ವಜನಿಕರು ಭಾಗವಹಿಸಬೇಕೆಂದು ಕನ್ನಡ ಮತ್ತು ಸಂಸ್ಕೃತಿ ಇಲಾಖೆಯ ಸಹಾಯಕ ನಿರ್ದೇಶಕರು ಪ್ರಕಟಣೆಯಲ್ಲಿ ತಿಳಿಸಿದ್ದಾರೆ. (430, 1447, 623, 1621)
table-row (1115, 2158, 1484, 2173)
ad-phone: ಸಂಖ್ಯೆ: 080–23010900 (1120, 2191, 1479, 2214)
banner-line-3: ಬಾಲ್ಯ ವಿವಾಹ ಮುಕ್ತ ಭಾರತ ಅಭಿಯಾನ (346, 286, 573, 307)
schedule-item: ಟೆಂಡರ್ ತೆರೆಯುವ ದಿನಾಂಕ ಮತ್ತು ಸಮಯ (1129, 2173, 1317, 2188)
ad-website-link[interactable]: https://kppp.karnataka.gov.in (1120, 2128, 1270, 2139)
university-seal-icon: ❀ (1120, 1993, 1153, 2025)
yellow-dot (1397, 2396, 1408, 2408)
janasamparka-col-1: ಗದಗ, ಫೆ6: ಅಪರ ಪೋಲಿಸ್ ಮಹಾ ನಿರ್ದೇಶಕರು ಕರ್ನಾಟಕ ಲೋಕಾಯುಕ್ತ ಬೆಂಗಳೂರುರವರ ನಿರ್ದೇಶನದಂತೆ ಕರ್ನಾಟಕ ಲೋಕಾಯುಕ್ತ ಗದಗ ಕಛೇರಿಯ ಪೊಲೀಸ್ ಅಧಿಕಾರಿಗಳು ಫೆಬ್ರವರಿ 11 ಬುಧವಾರದಂದು ಬೆಳಿಗ್ಗೆ 10.30 ಗಂಟೆಯಿಂದ ಮಧ್ಯಾಹ್ನ 01.00 (1112, 1784, 1290, 1918)
sneha-col-2: ಮಹಾಪೌರರಾದ ಶ್ರೀಮತಿ ಜ್ಯೋತಿ ವಿನಯಾ ಪಾಟೀಲ್ ಆಗಮಿಸಿ ವಿದ್ಯಾರ್ಥಿಗಳು ಕೇವಲ ಮೊಬೈಲ್ ನಲ್ಲಿ ರೀಲ್ಸಗಳನ್ನು ನೋಡುತ್ತಾ ಕಾಲಹರಣ ಮಾಡದೇ ತಂದೆ–ತಾಯಿಗಳು ಅವರ ಮೇಲಿಟ್ಟ ಭರವಸೆಯನ್ನು ಸಾಕಾರಗೊಳಿಸುವ ನಿಟ್ಟಿನಲ್ಲಿ ಹಗಲು ರಾತ್ರಿ ಎನ್ನದೇ ಪ್ರಾಮಾಣಿಕ ಪ್ರಯತ್ನದೊಂದಿಗೆ ಉತ್ತಮ ಫಲಿತಾಂಶ ತರಬೇಕೆಂದು ಕರೆ ನೀಡಿದರು. ಕಾರ್ಯಕ್ರಮದ ಅಧ್ಯಕ್ಷತೆಯನ್ನು ಸಂಸ್ಥೆಯ ಉಪಾಧ್ಯಕ್ಷರಾದ ವೀರಣ್ಣ ಯಳ್ಳಿ ವಹಿಸಿದ್ದರು. (1138, 517, 1308, 710)
workshop-col-2: ಮಾಡುವಲ್ಲಿಯೂ ಸಹ ಎಡವಿದ್ದೇವೆ. ಧಾರವಾಡ ಜಿಲ್ಲೆಯಲ್ಲಿ ಕೆಲವೊಂದು ಕಲ್ಯಾಣ ಮಂಟಪಗಳಲ್ಲಿ ಬಾಲ್ಯ ವಿವಾಹಗಳು ನಡೆಯುತ್ತಿರುವ ಬಗ್ಗೆ ಬರುತ್ತಿದ್ದು, ಅಂತಹವರ ಮೇಲೆ ಬಾಲ್ಯ ವಿವಾಹ ನಿಷೇಧ ಕಾಯ್ದೆ–2006 ಅಡಿಯಲ್ಲಿ ಪ್ರಕರಣ ದಾಖಲಿಸಲಾಗುವುದು ಎಂದರು. ಬಾಲ್ಯ ವಿವಾಹ ಆಗದಂತೆ ಕ್ರಮವಹಿಸಿ ಮದುವೆ ಮಾಡಿಕೊಳ್ಳಲು ಬಂದಾಗ ಶಾಲಾ ವಾಸಣಿಗ ಪ್ರಮಾಣ ಪತ್ರ ಹಾಗೂ ಜನನ ಪ್ರಮಾಣ ಪತ್ರ ಪಡೆಯುವಂತೆ ತಿಳಿಸಿದರು. ಕಾರ್ಯಕ್ರಮದ ಅಧ್ಯಕ್ಷತೆ ವಹಿಸಿದ ಜಿಲ್ಲಾ ಮಕ್ಕಳ ರಕ್ಷಣಾಧಿಕಾರಿ ಡಾ.ಜಬ್ಬಾರ ಅವರು ಮಾತನಾಡಿ, ಮಕ್ಕಳ ಹಕ್ಕುಗಳ ಒಡಂಬಡಿಕೆಗೆ ಭಾರತ ದೇಶ ಸಹಿ ಹಾಕಿ ಮಕ್ಕಳ ಹಕ್ಕುಗಳ ರಕ್ಷಣೆ ಮಾಡುವ ಜವಾಬ್ದಾರಿ ಹೊಂದಿರುತ್ತೇವೆ. ಧಾರವಾಡ ಜಿಲ್ಲೆಯಲ್ಲಿ ವಿವಿಧ ಸಂಸ್ಥೆ ಪರಿಸ್ಥಿತಿ ಮಕ್ಕಳು ಕಂಡು ಬರುತ್ತಿವೆ ಅಂತಹ ಮಕ್ಕಳ ರಕ್ಷಣೆಗೆ ಜಿಲ್ಲೆಯಲ್ಲಿ ಮಕ್ಕಳ ಸಹಾಯವಾಣಿ– (189, 512, 359, 865)
ad-footer (1114, 2269, 1484, 2283)
column-divider (945, 210, 946, 758)
schedule-value: 18.02.2026 ಬೆಳಿಗ್ಗೆ 11.00 ಗಂಟೆ (1317, 2173, 1484, 2188)
table-row (1115, 2173, 1484, 2188)
headline-karyagara: ಒಂದು ದಿನದ ಕಾರ್ಯಾಗಾರ (637, 1451, 929, 1491)
jayanthi-col-2: ಜಾಡಿ ಅವರು ವಿಶೇಷ ಅತಿಥಿಗಳಾಗಿ ಭಾಗವಹಿಸುವರು. ಶಾಸಕರುಗಳು ಹಾಗೂ ಸಂಸದರು ಕಾರ್ಯಕ್ರಮದ ಘನ ಉಪಸ್ಥಿತಿ ವಹಿಸುವರು. ಮುಖ್ಯ ಅತಿಥಿಗಳಾಗಿ ಶಾಸಕರಾದ ವಿನಯ ಕುಲಕರ್ಣಿ, ಎನ್.ಎಚ್. ಕೋನರಡ್ಡಿ, ಎಂ.ಆರ್. ಪಾಟೀಲ, ಮಹೇಶ ಟೆಂಗಿನಕಾಯಿ, ಅರವಿಂದ ಬೆಲ್ಲದ ಭಾಗವಹಿಸುವರು. ವಿಶೇಷ ಉಪನ್ಯಾಸವನ್ನು ಸಾಹಿತಿಗಳು ನೀಡುವರು. ಕರ್ನಾಟಕ ವಿದ್ಯಾವರ್ಧಕ ಸಂಘದ ಅಧ್ಯಕ್ಷರು ಹಾಗೂ ವಿವಿಧ ಮಠಾಧೀಶರು ಸಾನ್ನಿಧ್ಯ ವಹಿಸುವರು. (237, 1447, 419, 1641)
sneha-photo (956, 210, 1490, 506)
yati-col-1: ತುಮಕೂರು,ಫೆ.6–ರಾಮಕೃಷ್ಣ–ವಿವೇಕಾನಂದ ಆಶ್ರಮದ ಅಧ್ಯಕ್ಷರಾದ ಸ್ವಾಮಿ ವೀರೇಶಾನಂದ ಸರಸ್ವತೀ ಮತ್ತು ಕಾರ್ಯದರ್ಶಿಗಳಾದ ಸ್ವಾಮಿ ಪರಮಾನಂದಜೀ ಮಹಾರಾಜ್‌ರವರು ಆಸ್ಟ್ರೇಲಿಯಾ, ನ್ಯೂಜಿಲೆಂಡ್ ಮತ್ತು ಫಿಜಿ ದೇಶಗಳಲ್ಲಿ ಆಧ್ಯಾತ್ಮಿಕ ಪ್ರವಾಸ ಕೈಗೊಂಡಿದ್ದಾರೆ. ಮಾರ್ಚ್ 10 ರವರೆಗೆ ಪ್ರವಾಸ (44, 2196, 226, 2329)
schedule-no: 1 (1115, 2158, 1129, 2173)
headline-yati: ಯತಿದ್ವಯರ ಪ್ರವಚನ ಪ್ರವಾಸ (133, 2137, 461, 2178)
ad-website-link-2[interactable]: https://kppp.karnataka.gov.in (1217, 2216, 1367, 2226)
instagram-icon[interactable]: ◎ (179, 104, 194, 119)
lightgray-dot (98, 2396, 109, 2408)
